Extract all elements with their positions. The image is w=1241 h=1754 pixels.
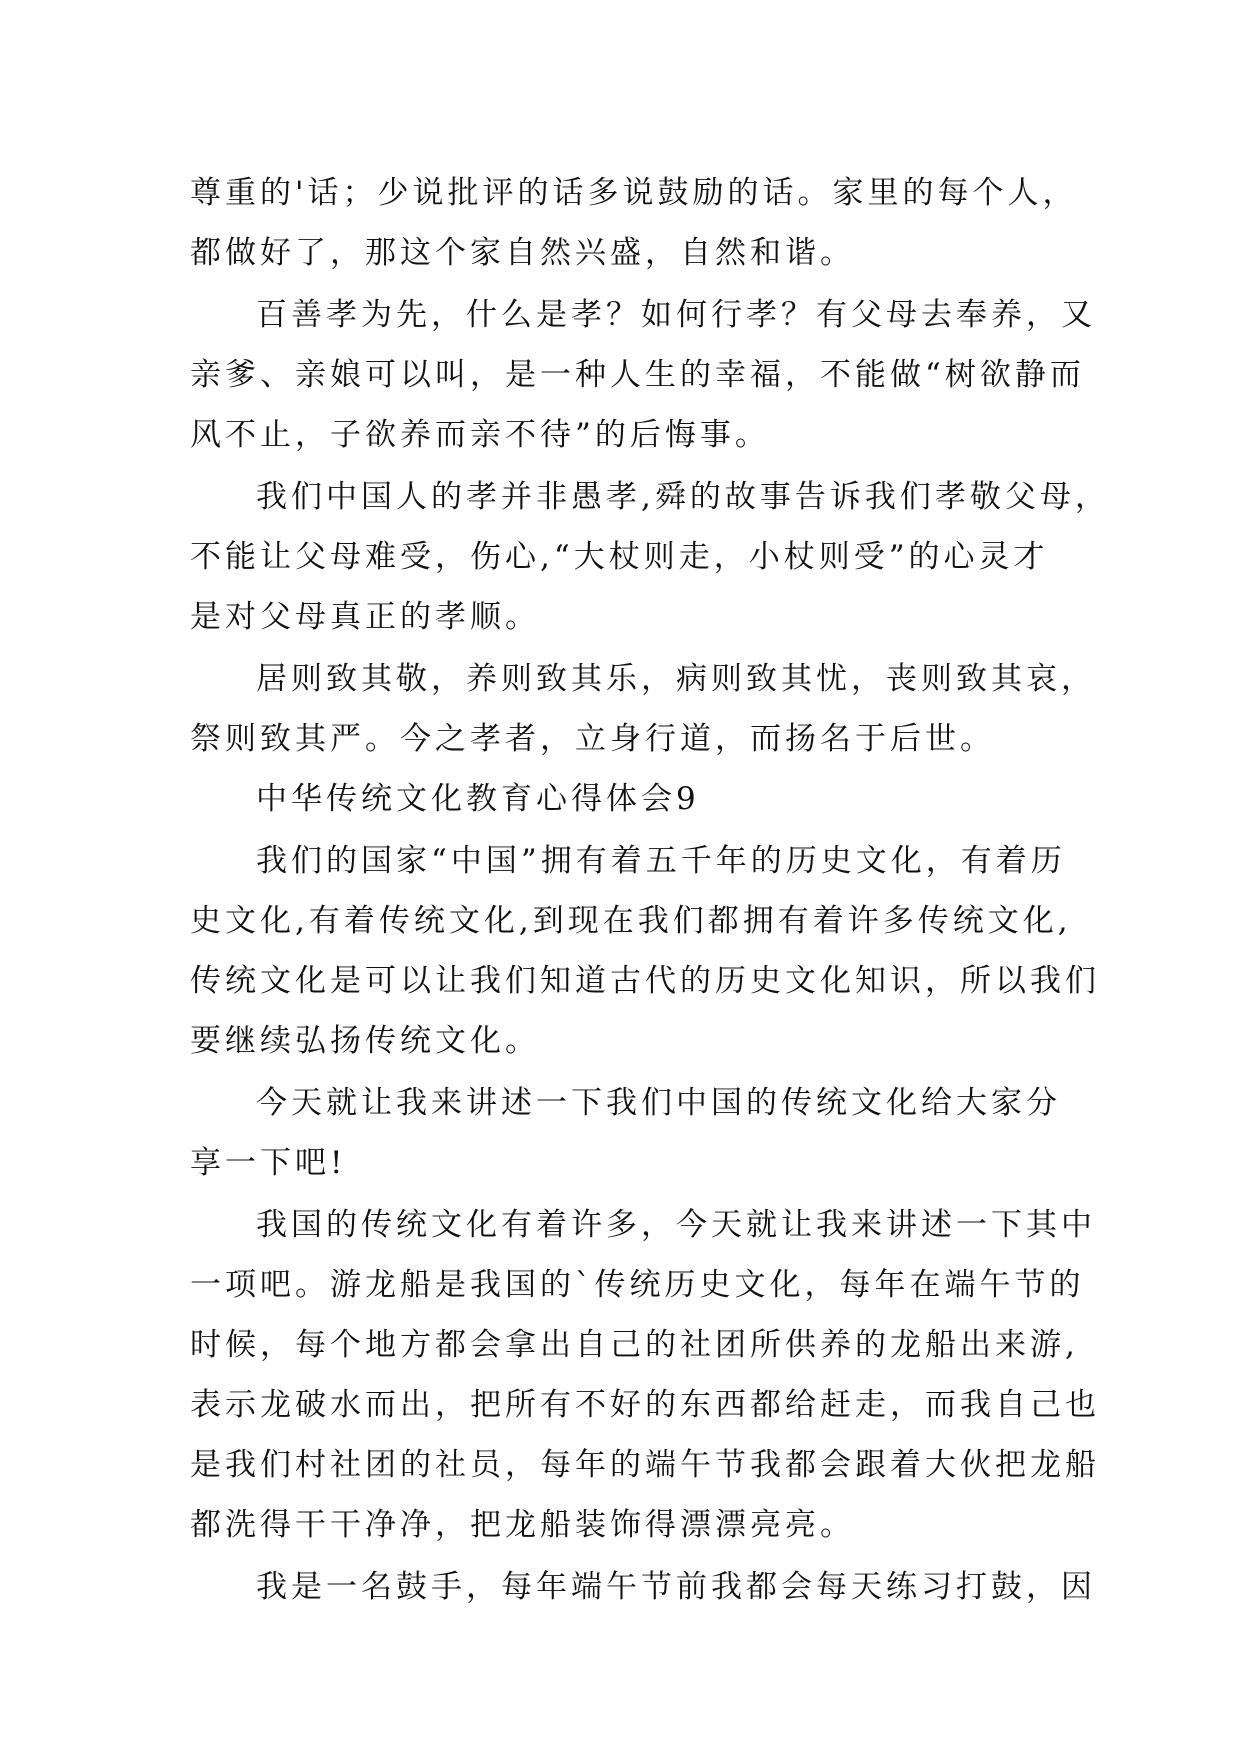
paragraph-start-line: 居则致其敬，养则致其乐，病则致其忧，丧则致其哀， xyxy=(256,661,1096,697)
text-line: 风不止，子欲养而亲不待”的后悔事。 xyxy=(190,417,770,453)
text-line: 都做好了，那这个家自然兴盛，自然和谐。 xyxy=(190,235,855,271)
text-line: 要继续弘扬传统文化。 xyxy=(190,1023,540,1059)
text-line: 享一下吧! xyxy=(190,1145,347,1181)
text-line: 都洗得干干净净，把龙船装饰得漂漂亮亮。 xyxy=(190,1507,855,1543)
text-line: 尊重的'话；少说批评的话多说鼓励的话。家里的每个人， xyxy=(190,175,1078,211)
paragraph-start-line: 今天就让我来讲述一下我们中国的传统文化给大家分 xyxy=(256,1085,1061,1121)
text-line: 是我们村社团的社员，每年的端午节我都会跟着大伙把龙船 xyxy=(190,1447,1100,1483)
text-line: 亲爹、亲娘可以叫，是一种人生的幸福，不能做“树欲静而 xyxy=(190,357,1085,393)
paragraph-start-line: 我是一名鼓手，每年端午节前我都会每天练习打鼓，因 xyxy=(256,1569,1096,1605)
text-line: 是对父母真正的孝顺。 xyxy=(190,599,540,635)
paragraph-start-line: 我国的传统文化有着许多，今天就让我来讲述一下其中 xyxy=(256,1207,1096,1243)
paragraph-start-line: 百善孝为先，什么是孝？如何行孝？有父母去奉养，又 xyxy=(256,297,1096,333)
text-line: 史文化,有着传统文化,到现在我们都拥有着许多传统文化, xyxy=(190,903,1072,939)
paragraph-start-line: 我们中国人的孝并非愚孝,舜的故事告诉我们孝敬父母， xyxy=(256,479,1110,515)
text-line: 传统文化是可以让我们知道古代的历史文化知识，所以我们 xyxy=(190,963,1100,999)
text-line: 祭则致其严。今之孝者，立身行道，而扬名于后世。 xyxy=(190,721,995,757)
text-line: 不能让父母难受，伤心,“大杖则走，小杖则受”的心灵才 xyxy=(190,539,1049,575)
paragraph-start-line: 我们的国家“中国”拥有着五千年的历史文化，有着历 xyxy=(256,843,1066,879)
text-line: 时候，每个地方都会拿出自己的社团所供养的龙船出来游, xyxy=(190,1327,1079,1363)
text-line: 一项吧。游龙船是我国的`传统历史文化，每年在端午节的 xyxy=(190,1267,1085,1303)
text-line: 表示龙破水而出，把所有不好的东西都给赶走，而我自己也 xyxy=(190,1387,1100,1423)
section-heading: 中华传统文化教育心得体会9 xyxy=(256,781,700,817)
